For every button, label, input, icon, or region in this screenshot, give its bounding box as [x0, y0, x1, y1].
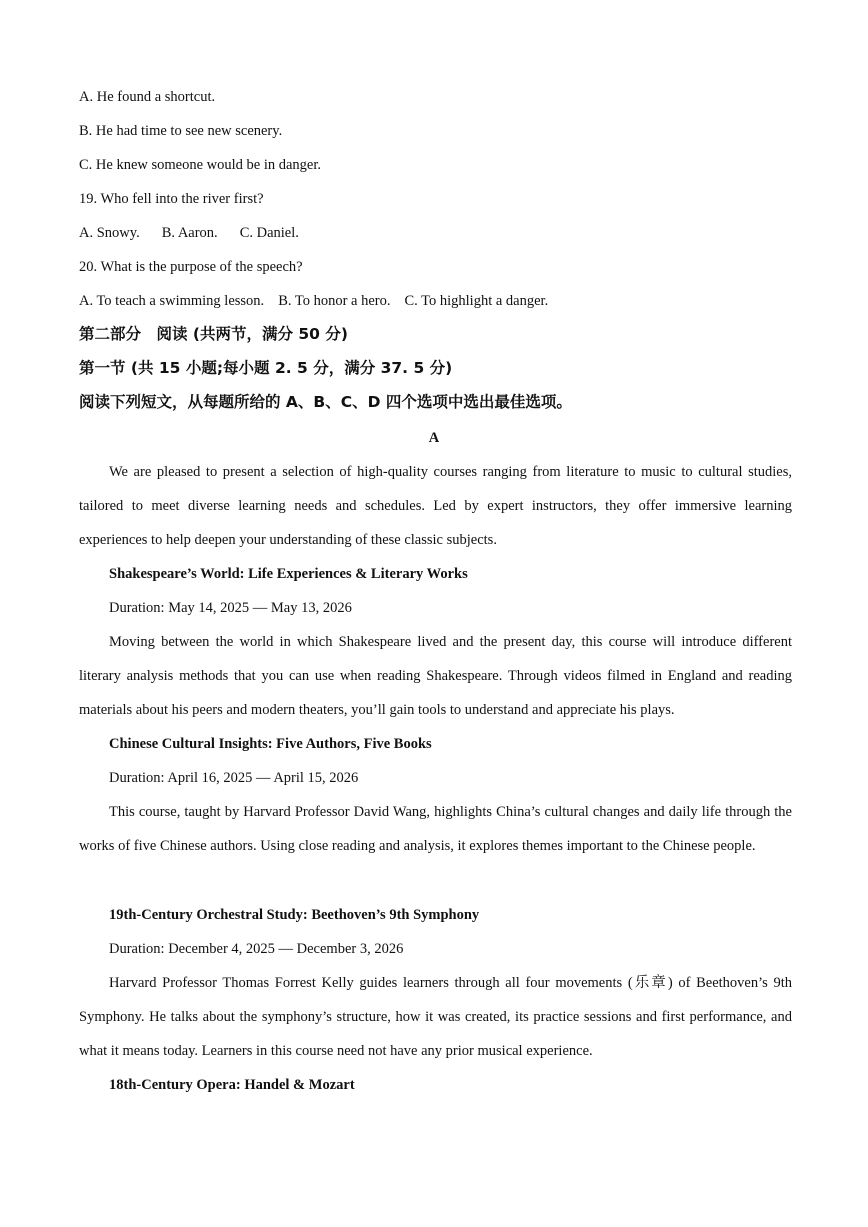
passage-intro: We are pleased to present a selection of high-quality courses ranging from literature to music to cultural studies, tailored to meet diverse learning needs and schedules. Led by expert instructors, they offer immersive learning experiences to help deepen your understanding of these classic subjects. [79, 464, 792, 548]
q19-option-b: B. Aaron. [161, 225, 218, 241]
course-description: This course, taught by Harvard Professor David Wang, highlights China’s cultural changes and daily life through the works of five Chinese authors. Using close reading and analysis, it explores themes important to the Chinese people. [79, 804, 792, 854]
course-title: 18th-Century Opera: Handel & Mozart [109, 1077, 355, 1093]
subsection-heading: 第一节 (共 15 小题;每小题 2. 5 分，满分 37. 5 分) [79, 359, 453, 377]
course-title: Chinese Cultural Insights: Five Authors, Five Books [109, 736, 432, 752]
q19-question: 19. Who fell into the river first? [79, 191, 264, 207]
q20-question: 20. What is the purpose of the speech? [79, 259, 303, 275]
q19-options [79, 224, 299, 242]
passage-label: A [428, 430, 440, 446]
q18-option-b: B. He had time to see new scenery. [79, 123, 283, 139]
course-description: Harvard Professor Thomas Forrest Kelly guides learners through all four movements (乐章) of Beethoven’s 9th Symphony. He talks about the symphony’s structure, how it was created, its practice sessions and first performance, and what it means today. Learners in this course need not have any prior musical experience. [79, 975, 792, 1059]
section-heading: 第二部分 阅读 (共两节，满分 50 分) [79, 325, 348, 343]
q20-option-b: B. To honor a hero. [278, 293, 391, 309]
course-duration: Duration: April 16, 2025 — April 15, 2026 [109, 770, 359, 786]
q19-option-a: A. Snowy. [79, 225, 140, 241]
q20-option-c: C. To highlight a danger. [404, 293, 549, 309]
q20-options [79, 292, 548, 310]
q19-option-c: C. Daniel. [239, 225, 299, 241]
course-title: 19th-Century Orchestral Study: Beethoven’s 9th Symphony [109, 907, 480, 923]
course-duration: Duration: December 4, 2025 — December 3, 2026 [109, 941, 404, 957]
reading-instruction: 阅读下列短文，从每题所给的 A、B、C、D 四个选项中选出最佳选项。 [79, 393, 572, 411]
q20-option-a: A. To teach a swimming lesson. [79, 293, 265, 309]
course-description: Moving between the world in which Shakespeare lived and the present day, this course will introduce different literary analysis methods that you can use when reading Shakespeare. Through videos filmed in England and reading materials about his peers and modern theaters, you’ll gain tools to understand and appreciate his plays. [79, 634, 792, 718]
q18-option-a: A. He found a shortcut. [79, 89, 216, 105]
course-duration: Duration: May 14, 2025 — May 13, 2026 [109, 600, 352, 616]
q18-option-c: C. He knew someone would be in danger. [79, 157, 322, 173]
course-title: Shakespeare’s World: Life Experiences & Literary Works [109, 566, 468, 582]
